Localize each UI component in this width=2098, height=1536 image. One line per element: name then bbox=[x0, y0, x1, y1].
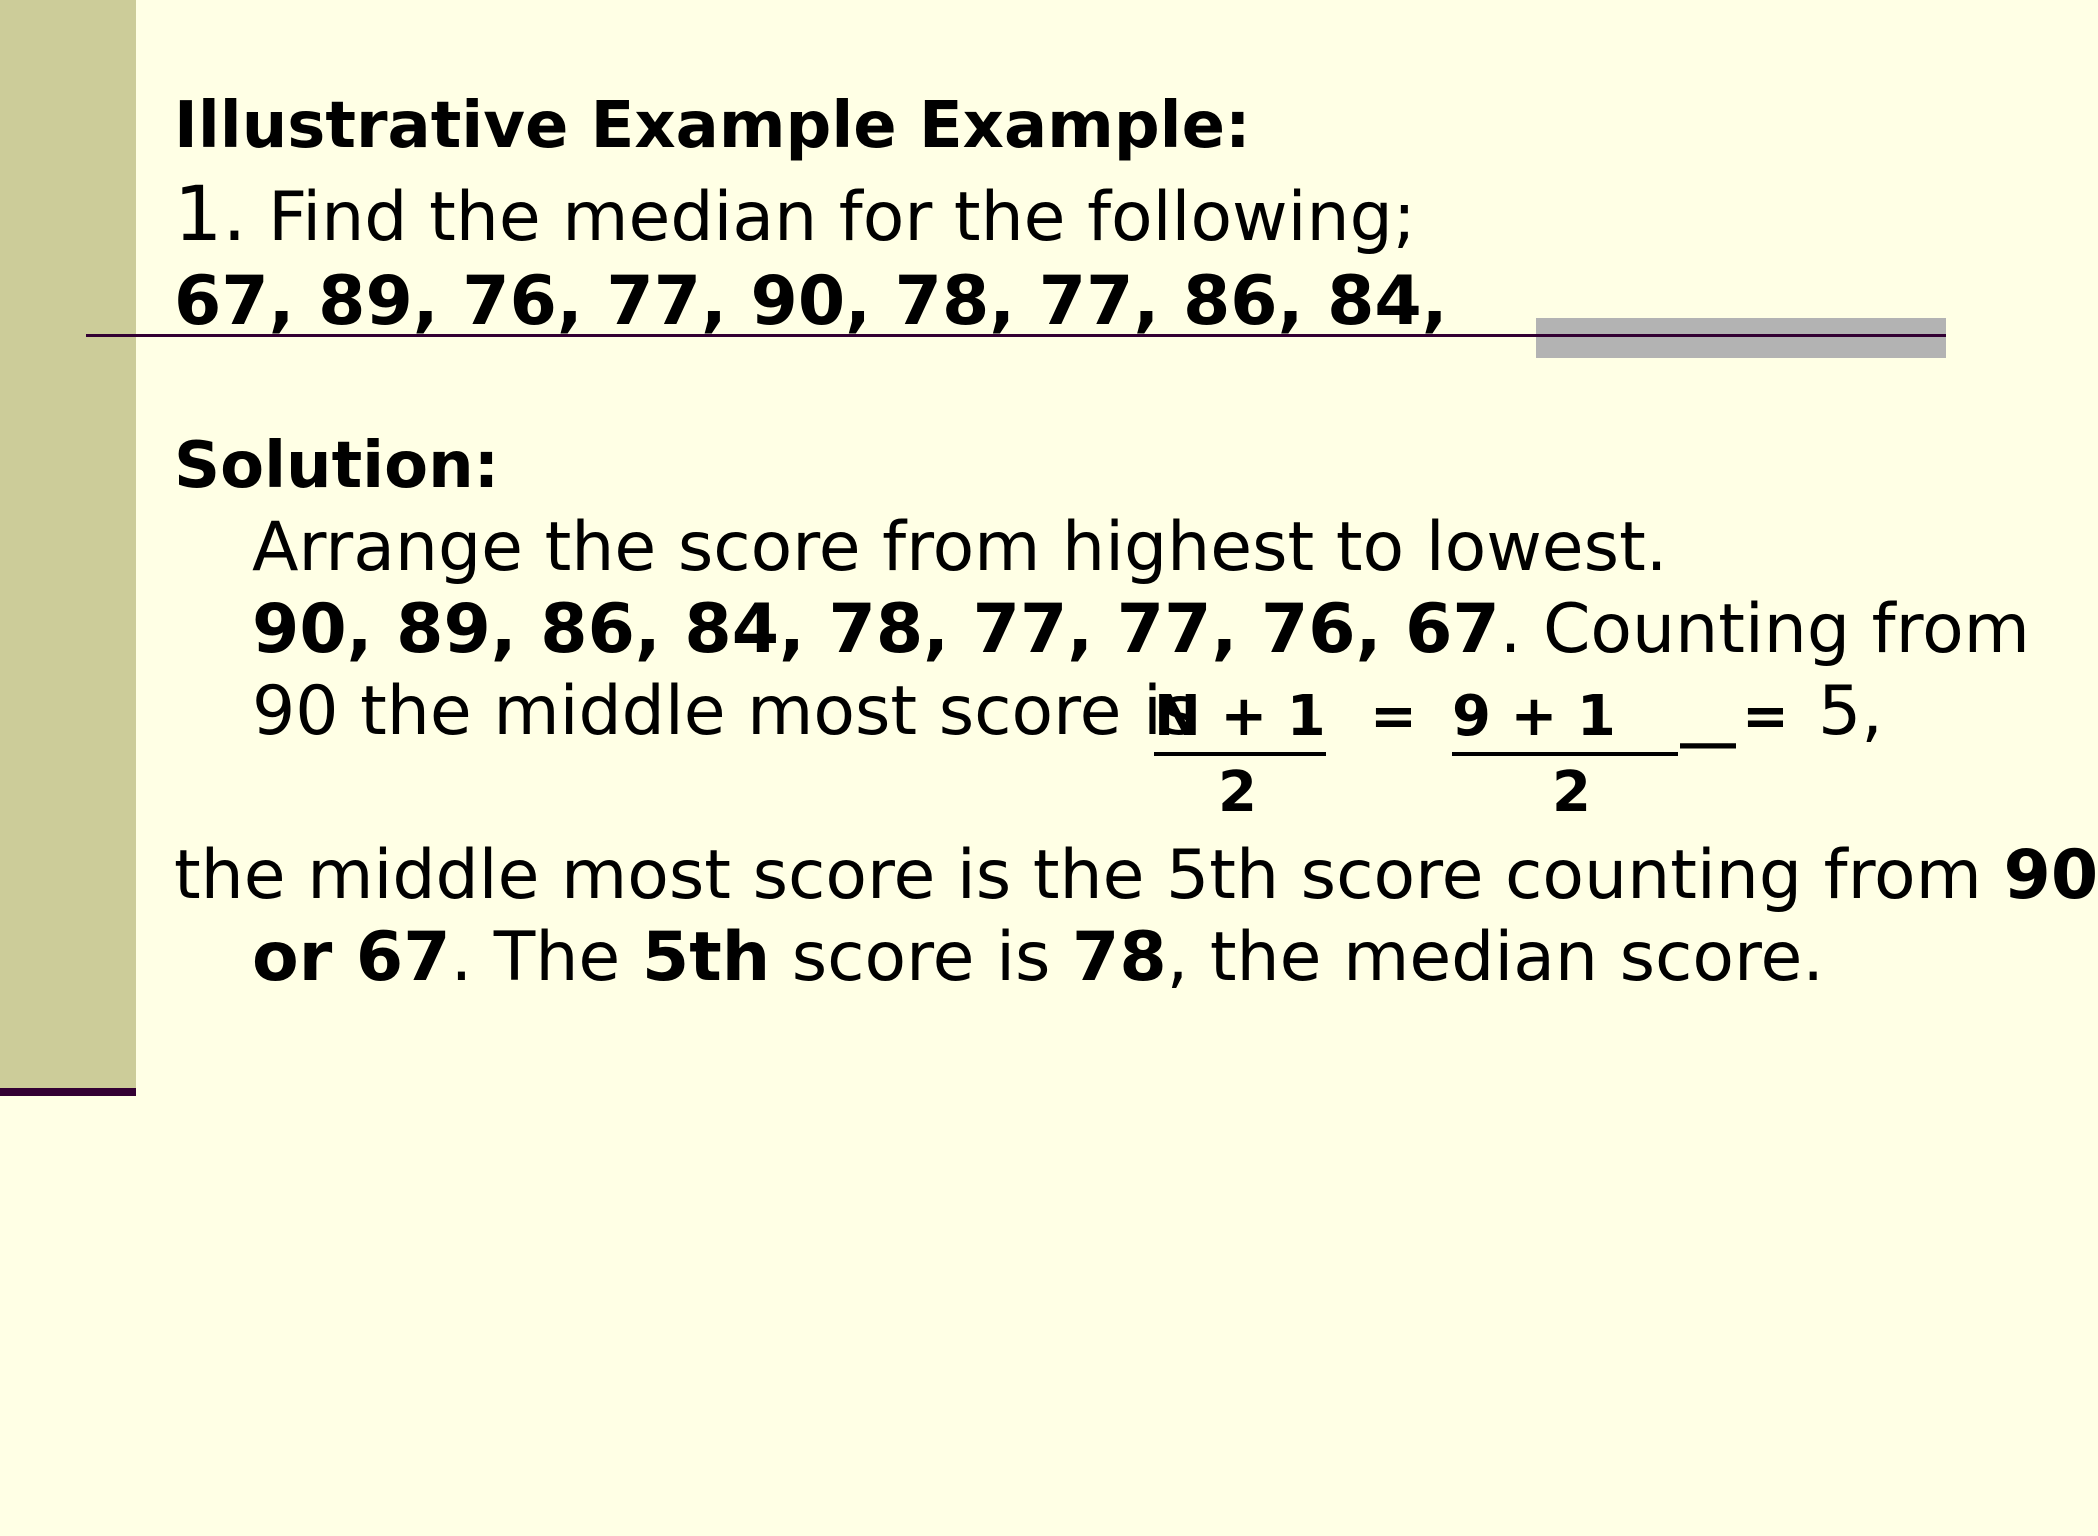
conclusion-bold-a: or 67 bbox=[252, 918, 451, 997]
slide-heading: Illustrative Example Example: bbox=[174, 89, 1251, 163]
conclusion-line-1 bbox=[174, 836, 2098, 916]
conclusion-bold-c: 78 bbox=[1072, 918, 1167, 997]
formula-equals-1: = bbox=[1370, 684, 1417, 749]
formula-denominator-numeric: 2 bbox=[1552, 760, 1591, 825]
data-list: 67, 89, 76, 77, 90, 78, 77, 86, 84, bbox=[174, 262, 1448, 341]
instruction-text: Arrange the score from highest to lowest. bbox=[252, 508, 1668, 587]
title-accent-bar bbox=[1536, 318, 1946, 358]
problem-text: Find the median for the following; bbox=[246, 178, 1416, 257]
conclusion-text-c: , the median score. bbox=[1166, 918, 1824, 997]
sorted-line bbox=[252, 590, 2030, 670]
conclusion-bold-b: 5th bbox=[641, 918, 771, 997]
formula-numerator-numeric: 9 + 1 bbox=[1452, 684, 1678, 756]
sorted-tail: . Counting from bbox=[1499, 590, 2030, 669]
conclusion-text-a: . The bbox=[450, 918, 642, 997]
solution-label: Solution: bbox=[174, 429, 500, 503]
conclusion-text-1: the middle most score is the 5th score counting from bbox=[174, 836, 2004, 915]
formula-denominator-symbolic: 2 bbox=[1218, 760, 1257, 825]
formula-equals-2: = bbox=[1742, 684, 1789, 749]
formula-numerator-trail: __ bbox=[1680, 684, 1736, 749]
conclusion-bold-1: 90 bbox=[2003, 836, 2098, 915]
conclusion-line-2 bbox=[252, 918, 1824, 998]
problem-number: 1. bbox=[174, 169, 247, 258]
formula-result: 5, bbox=[1818, 672, 1883, 751]
sorted-list: 90, 89, 86, 84, 78, 77, 77, 76, 67 bbox=[252, 590, 1500, 669]
conclusion-text-b: score is bbox=[770, 918, 1073, 997]
decorative-sidebar bbox=[0, 0, 136, 1088]
sidebar-bottom-edge bbox=[0, 1088, 136, 1096]
middle-text: 90 the middle most score is bbox=[252, 672, 1198, 751]
formula-numerator-symbolic: N + 1 bbox=[1154, 684, 1326, 756]
problem-statement bbox=[174, 169, 1416, 258]
